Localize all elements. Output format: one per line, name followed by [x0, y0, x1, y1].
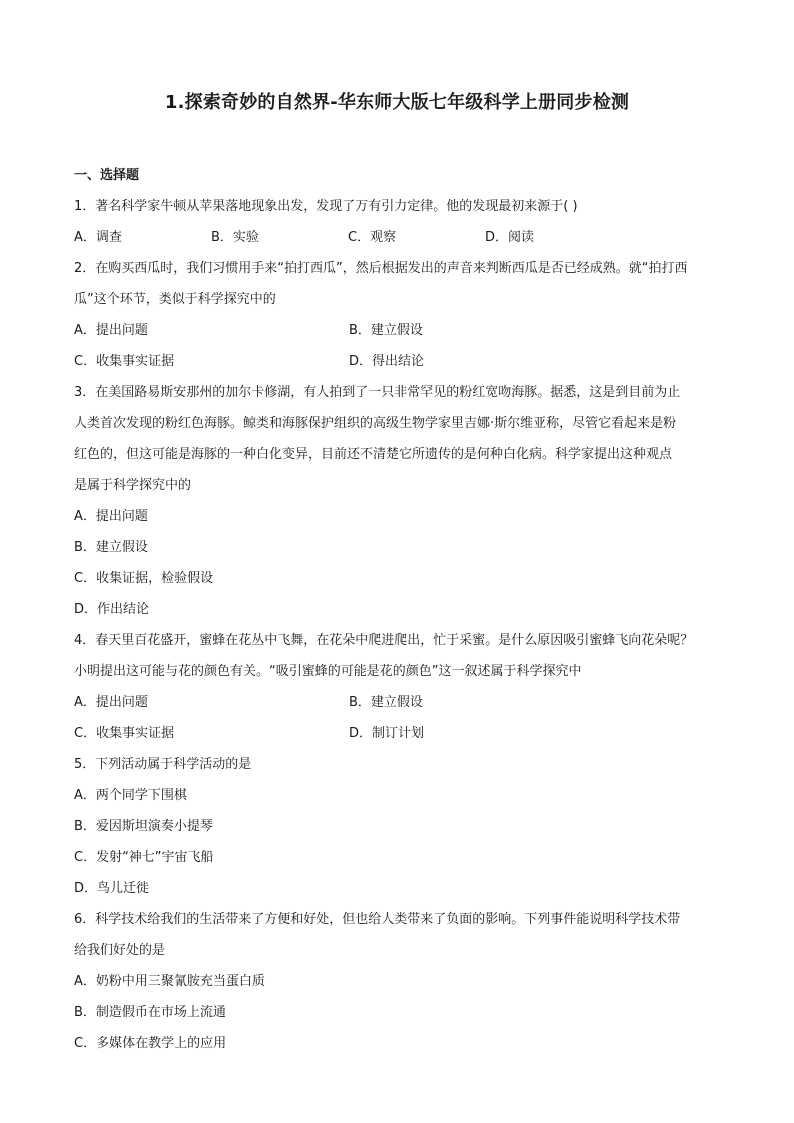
question-5-stem: 5．下列活动属于科学活动的是 [74, 757, 252, 772]
question-2-options-row-1 [74, 315, 722, 346]
option-b[interactable]: B．建立假设 [349, 695, 423, 710]
option-b[interactable]: B．制造假币在市场上流通 [74, 1005, 226, 1020]
question-4-stem-line-1: 4．春天里百花盛开，蜜蜂在花丛中飞舞，在花朵中爬进爬出，忙于采蜜。是什么原因吸引蜜蜂飞向花朵呢？ [74, 633, 694, 648]
option-a[interactable]: A．两个同学下围棋 [74, 788, 187, 803]
option-d[interactable]: D．制订计划 [349, 726, 425, 741]
question-3-stem-line-1: 3．在美国路易斯安那州的加尔卡修湖，有人拍到了一只非常罕见的粉红宽吻海豚。据悉，这是到目前为止 [74, 385, 681, 400]
question-3-stem-line-3: 红色的，但这可能是海豚的一种白化变异，目前还不清楚它所遗传的是何种白化病。科学家提出这种观点 [74, 447, 673, 462]
option-d[interactable]: D．鸟儿迁徙 [74, 881, 150, 896]
option-d[interactable]: D．阅读 [485, 230, 535, 245]
option-b[interactable]: B．爱因斯坦演奏小提琴 [74, 819, 213, 834]
option-b[interactable]: B．建立假设 [349, 323, 423, 338]
option-c[interactable]: C．发射“神七”宇宙飞船 [74, 850, 214, 865]
page-title: 1.探索奇妙的自然界-华东师大版七年级科学上册同步检测 [164, 92, 630, 113]
question-2-options-row-2 [74, 346, 722, 377]
question-1-stem: 1．著名科学家牛顿从苹果落地现象出发，发现了万有引力定律。他的发现最初来源于( ) [74, 199, 578, 214]
question-1-options [74, 222, 722, 253]
section-heading: 一、选择题 [74, 168, 140, 183]
question-4-stem-line-2: 小明提出这可能与花的颜色有关。“吸引蜜蜂的可能是花的颜色”这一叙述属于科学探究中 [74, 664, 582, 679]
option-c[interactable]: C．收集证据，检验假设 [74, 571, 214, 586]
option-b[interactable]: B．建立假设 [74, 540, 148, 555]
option-a[interactable]: A．奶粉中用三聚氰胺充当蛋白质 [74, 974, 265, 989]
option-c[interactable]: C．观察 [348, 230, 397, 245]
option-a[interactable]: A．提出问题 [74, 695, 148, 710]
option-a[interactable]: A．提出问题 [74, 509, 148, 524]
option-d[interactable]: D．得出结论 [349, 354, 425, 369]
question-4-options-row-2 [74, 718, 722, 749]
option-a[interactable]: A．调查 [74, 230, 122, 245]
option-a[interactable]: A．提出问题 [74, 323, 148, 338]
option-c[interactable]: C．收集事实证据 [74, 354, 175, 369]
question-2-stem-line-1: 2．在购买西瓜时，我们习惯用手来“拍打西瓜”，然后根据发出的声音来判断西瓜是否已经成熟。就“拍打西 [74, 261, 688, 276]
question-4-options-row-1 [74, 687, 722, 718]
question-list [74, 160, 722, 1059]
question-3-stem-line-4: 是属于科学探究中的 [74, 478, 192, 493]
option-c[interactable]: C．多媒体在教学上的应用 [74, 1036, 227, 1051]
question-2-stem-line-2: 瓜”这个环节，类似于科学探究中的 [74, 292, 276, 307]
option-d[interactable]: D．作出结论 [74, 602, 150, 617]
option-b[interactable]: B．实验 [211, 230, 259, 245]
question-6-stem-line-2: 给我们好处的是 [74, 943, 166, 958]
question-6-stem-line-1: 6．科学技术给我们的生活带来了方便和好处，但也给人类带来了负面的影响。下列事件能说明科学技术带 [74, 912, 681, 927]
question-3-stem-line-2: 人类首次发现的粉红色海豚。鲸类和海豚保护组织的高级生物学家里吉娜·斯尔维亚称，尽管它看起来是粉 [74, 416, 677, 431]
option-c[interactable]: C．收集事实证据 [74, 726, 175, 741]
